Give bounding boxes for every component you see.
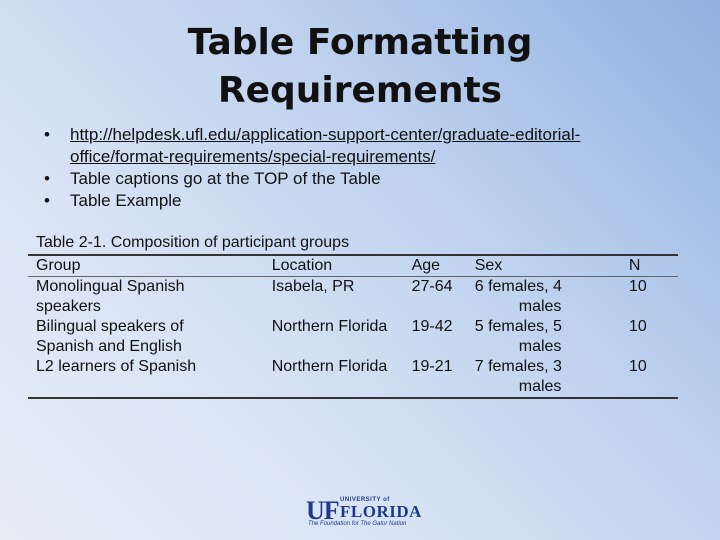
cell-n: 10 <box>628 278 647 295</box>
cell-group: Bilingual speakers of Spanish and English <box>36 318 184 355</box>
header-location: Location <box>271 257 333 274</box>
cell-sex: 6 females, 4 males <box>474 278 562 315</box>
table-row <box>28 357 678 398</box>
table-caption: Table 2-1. Composition of participant groups <box>36 234 350 251</box>
bullet-marker: • <box>44 125 50 144</box>
header-n: N <box>628 257 641 274</box>
header-group: Group <box>36 257 81 274</box>
cell-location: Northern Florida <box>271 318 388 335</box>
example-table-block <box>28 232 678 399</box>
logo-florida: FLORIDA <box>340 502 422 521</box>
cell-sex: 5 females, 5 males <box>474 318 562 355</box>
cell-group: L2 learners of Spanish <box>36 358 197 375</box>
uf-logo <box>304 494 422 530</box>
link-line2[interactable]: office/format-requirements/special-requirements/ <box>70 147 436 166</box>
bullet-marker: • <box>44 191 50 210</box>
uf-monogram: UF <box>306 496 339 525</box>
cell-sex: 7 females, 3 males <box>474 358 562 395</box>
table-row <box>28 277 678 318</box>
cell-location: Isabela, PR <box>271 278 355 295</box>
cell-age: 19-42 <box>411 318 453 335</box>
bullet-list <box>44 124 694 212</box>
cell-n: 10 <box>628 358 647 375</box>
bullet-text: Table captions go at the TOP of the Table <box>70 169 381 188</box>
link-line1[interactable]: http://helpdesk.ufl.edu/application-support-center/graduate-editorial- <box>70 125 581 144</box>
logo-tagline: The Foundation for The Gator Nation <box>308 521 407 527</box>
bullet-marker: • <box>44 169 50 188</box>
table-header-row <box>28 255 678 277</box>
cell-n: 10 <box>628 318 647 335</box>
cell-age: 19-21 <box>411 358 453 375</box>
cell-group: Monolingual Spanish speakers <box>36 278 185 315</box>
bullet-item-example <box>44 190 694 212</box>
cell-location: Northern Florida <box>271 358 388 375</box>
slide-title-line2: Requirements <box>217 70 503 111</box>
logo-university-of: UNIVERSITY of <box>340 497 390 503</box>
requirements-link[interactable] <box>70 125 580 166</box>
bullet-text: Table Example <box>70 191 182 210</box>
header-age: Age <box>411 257 441 274</box>
bullet-item-link <box>44 124 694 168</box>
bullet-item-captions <box>44 168 694 190</box>
table-row <box>28 317 678 357</box>
participant-table <box>28 254 678 399</box>
cell-age: 27-64 <box>411 278 453 295</box>
header-sex: Sex <box>474 257 503 274</box>
slide-title-line1: Table Formatting <box>187 22 533 63</box>
